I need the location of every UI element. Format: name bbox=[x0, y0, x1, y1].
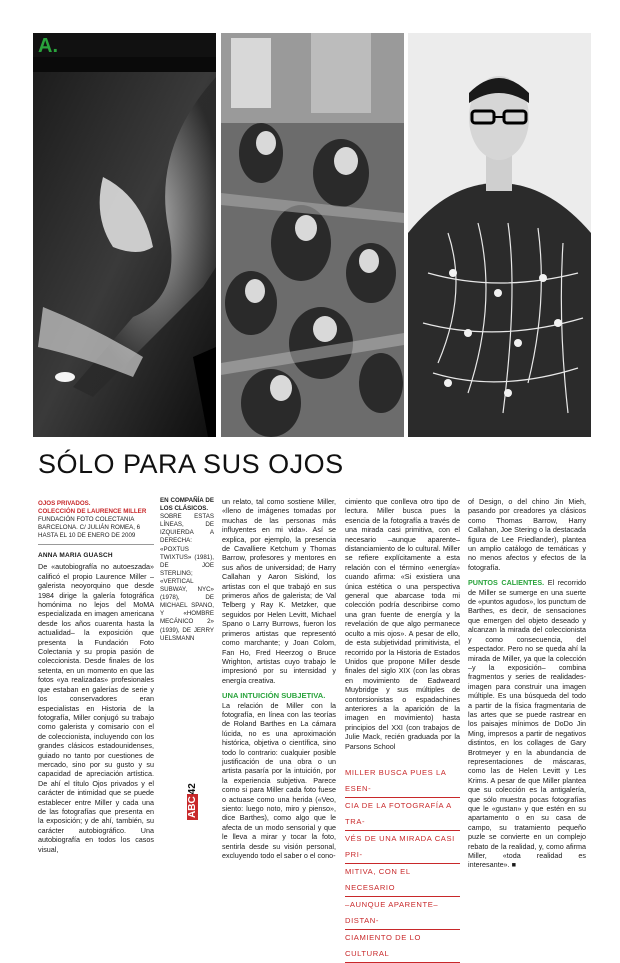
folio bbox=[187, 760, 197, 820]
pull-quote bbox=[345, 765, 460, 963]
photo-poxtus-twixtus bbox=[33, 57, 216, 437]
pull-quote-line: –AUNQUE APARENTE– DISTAN- bbox=[345, 897, 460, 930]
author-byline: ANNA MARIA GUASCH bbox=[38, 552, 113, 559]
subhead-puntos-calientes: PUNTOS CALIENTES. bbox=[468, 578, 545, 588]
caption-text: SOBRE ESTAS LÍNEAS, DE IZQUIERDA A DERECHA: «POXTUS TWIXTUS» (1981), DE JOE STERLING; «VERTICAL SUBWAY, NYC» (1978), DE MICHAEL SPANO, Y «HOMBRE MECÁNICO 2» (1939), DE JERRY UELSMANN bbox=[160, 513, 214, 642]
folio-page: 42 bbox=[187, 783, 198, 795]
photo-vertical-subway bbox=[221, 33, 404, 437]
pull-quote-line: CIA DE LA FOTOGRAFÍA A TRA- bbox=[345, 798, 460, 831]
section-letter: A. bbox=[38, 35, 58, 57]
caption-block bbox=[160, 497, 214, 643]
column-3 bbox=[222, 497, 336, 860]
column-5 bbox=[468, 497, 586, 870]
end-mark: ■ bbox=[511, 860, 516, 870]
info-line-2: BARCELONA. C/ JULIÁN ROMEA, 6 bbox=[38, 524, 141, 531]
body-text-col4: cimiento que conlleva otro tipo de lectura. Miller busca pues la esencia de la fotografía a través de una mirada casi primitiva, con el necesario –aunque aparente– distanciamiento de lo cultural. Miller se refiere explícitamente a esta relación con el término «energía» cuando afirma: «Si existiera una única estética o una perspectiva general que abarcase toda mi colección podría describirse como una gran fuente de energía y la revelación de que algo permanece oculto a mis ojos». A pesar de ello, de esta subjetividad primitivista, el recorrido por la Historia de Estados Unidos que propone Miller desde finales del siglo XIX (con las obras en movimiento de Eadweard Muybridge y sus múltiples de contorsionistas o espadachines anteriores a la aparición de la imagen en movimiento) hasta principios del XXI (con trabajos de Julie Mack, recién graduada por la Parsons School bbox=[345, 497, 460, 751]
info-line-1: FUNDACIÓN FOTO COLECTANIA bbox=[38, 516, 135, 523]
pull-quote-line: VÉS DE UNA MIRADA CASI PRI- bbox=[345, 831, 460, 864]
body-text-col5a: of Design, o del chino Jin Mieh, pasando por creadores ya clásicos como Thomas Barrow, Harry Callahan, Joe Stering o la destacada figura de Lee Friedlander), plantea un amplio catálogo de temáticas y no menos afectos y efectos de la fotografía. bbox=[468, 497, 586, 572]
caption-title: EN COMPAÑÍA DE LOS CLÁSICOS. bbox=[160, 497, 214, 513]
info-title-1: OJOS PRIVADOS. bbox=[38, 500, 91, 507]
column-4 bbox=[345, 497, 460, 963]
info-line-3: HASTA EL 10 DE ENERO DE 2009 bbox=[38, 532, 136, 539]
page-title: SÓLO PARA SUS OJOS bbox=[38, 449, 344, 479]
photo-hombre-mecanico bbox=[408, 33, 591, 437]
divider bbox=[38, 544, 154, 545]
body-text-col3a: un relato, tal como sostiene Miller, «lleno de imágenes tomadas por muchas de las personas más influyentes en mi vida». Así se explica, por ejemplo, la presencia de Cavalliere Ketchum y Thomas Barrow, profesores y mentores en sus años de universidad; de Harry Callahan y Aaron Siskind, los artistas con el que trabajó en sus primeros años de galerista; de Val Telberg y Ray K. Metzker, que seguidos por Helen Levitt, Michael Spano o Larry Burrows, fueron los primeros artistas que representó como marchante; y Joan Colom, Fan Ho, Fred Heerzog o Bruce Wrighton, artistas cuyo trabajo le impresionó por su intensidad y energía creativa. bbox=[222, 497, 336, 685]
pull-quote-line: MITIVA, CON EL NECESARIO bbox=[345, 864, 460, 897]
body-text-col1: De «autobiografía no autoeszada» calificó el propio Laurence Miller –galerista neoyorquino que desde 1984 dirige la galería fotográfica homónima no lejos del MoMA especializada en imagen americana desde los años cuarenta hasta la actualidad– la exposición que presenta la Fundación Foto Colectania y su propia pasión de coleccionista. Desde finales de los setenta, en un momento en que las fotos «ya realizadas» profesionales que estaban en galerías de serie y los conservadores eran especialistas en Historia de la fotografía, Miller conjugó su trabajo como galerista y comisario con el de coleccionista, incluyendo con los grandes clásicos estadounidenses, guiado no tanto por cuestiones de mercado, sino por su gusto y su capacidad de apreciación artística. De ahí el título Ojos privados y el carácter de intimidad que se puede establecer entre Miller y cada una de las fotografías que presenta en la exposición; y de ahí, también, su carácter autobiográfico. Una autobiografía en todos los casos visual, bbox=[38, 562, 154, 854]
pull-quote-line: MILLER BUSCA PUES LA ESEN- bbox=[345, 765, 460, 798]
info-title-2: COLECCIÓN DE LAURENCE MILLER bbox=[38, 508, 147, 515]
subhead-intuicion: UNA INTUICIÓN SUBJETIVA. bbox=[222, 691, 326, 701]
pull-quote-line: CIAMIENTO DE LO CULTURAL bbox=[345, 930, 460, 963]
column-1 bbox=[38, 500, 154, 854]
body-text-col5b: El recorrido de Miller se sumerge en una suerte de «puntos agudos», los punctum de Barthes, es decir, de sensaciones que emergen del objeto deseado y alcanzan la mirada del coleccionista y como consecuencia, del espectador. Pero no se queda ahí la mirada de Miller, ya que la colección –y la exposición– combina fragmentos y series de realidades-imagen para construir una imagen múltiple. Es una búsqueda del todo a partir de la física fragmentaria de las artes que se puede rastrear en los paisajes mínimos de DoDo Jin Ming, impresos a partir de negativos distintos, en los collages de Gary Brotmeyer y en la abundancia de representaciones de máscaras, como las de Helen Levitt y Les Krims. A pesar de que Miller plantea que su colección es la antigalería, que sólo muestra pocas fotografías que le «gustan» y que estén en su apartamento o en su casa de campo, su tratamiento pequeño puzle se convierte en un complejo rebato de la realidad, y, como afirma Miller, «toda realidad es interesante». bbox=[468, 578, 587, 870]
folio-brand: ABC bbox=[187, 796, 198, 818]
header-bar bbox=[33, 33, 216, 57]
body-text-col3b: La relación de Miller con la fotografía, en línea con las teorías de Roland Barthes en La cámara lúcida, no es una aproximación histórica, objetiva o científica, sino todo lo contrario: cualquier posible justificación de una obra o un artista pasaría por la intuición, por la experiencia subjetiva. Parece como si para Miller cada foto fuese o actuase como una herida («Veo, siento: luego noto, miro y pienso», dice Barthes), como algo que le afecta de un modo sensorial y que le lleva a mirar y tocar la foto, sentirla desde su visión personal, excluyendo todo el saber o el cono- bbox=[222, 700, 336, 861]
